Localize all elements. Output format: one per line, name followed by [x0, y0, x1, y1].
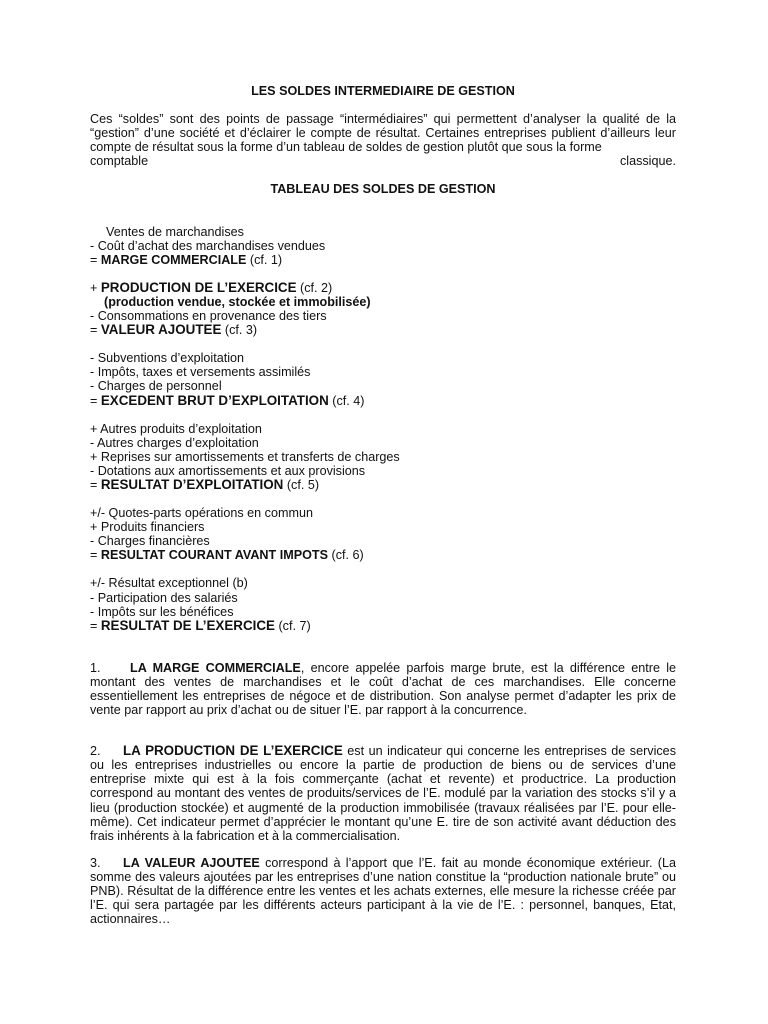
line-prefix: +: [90, 280, 101, 295]
table-line: + Reprises sur amortissements et transferts de charges: [90, 449, 400, 464]
section-marge-commerciale: [90, 661, 676, 717]
line-prefix: =: [90, 618, 101, 633]
table-total-line: [90, 619, 676, 633]
section-number: 3.: [90, 855, 101, 870]
solde-ref: (cf. 6): [328, 548, 364, 563]
table-line: (production vendue, stockée et immobilisée): [104, 294, 371, 309]
table-total-line: [90, 323, 676, 337]
group-resultat-courant: [90, 506, 676, 562]
table-line: + Produits financiers: [90, 520, 205, 535]
line-prefix: =: [90, 548, 101, 563]
table-total-line: [90, 478, 676, 492]
solde-ref: (cf. 7): [274, 618, 311, 633]
solde-label: RESULTAT DE L’EXERCICE: [100, 617, 275, 633]
solde-ref: (cf. 3): [221, 323, 258, 338]
table-line: - Impôts, taxes et versements assimilés: [90, 365, 311, 380]
group-valeur-ajoutee: [90, 281, 676, 337]
solde-label: VALEUR AJOUTEE: [100, 322, 222, 338]
line-prefix: =: [90, 252, 101, 267]
table-line: - Impôts sur les bénéfices: [90, 604, 234, 619]
solde-ref: (cf. 1): [246, 252, 283, 267]
table-line: - Dotations aux amortissements et aux provisions: [90, 463, 366, 478]
table-total-line: [90, 394, 676, 408]
section-number: 1.: [90, 660, 101, 675]
table-line: +/- Résultat exceptionnel (b): [90, 576, 248, 591]
soldes-table: [90, 225, 676, 633]
intro-last-right: classique.: [619, 154, 676, 169]
section-valeur-ajoutee: [90, 856, 676, 926]
group-resultat-exploitation: [90, 422, 676, 492]
group-marge-commerciale: [90, 225, 676, 267]
line-prefix: =: [90, 323, 101, 338]
table-line: - Coût d’achat des marchandises vendues: [90, 238, 326, 253]
section-term: LA PRODUCTION DE L’EXERCICE: [123, 743, 343, 759]
section-text: , encore appelée parfois marge brute, est la différence entre le montant des ventes de marchandises et le coût d’achat de ces marchandises. Elle concerne essentiellement les entreprises de négoce et de distribution. Son analyse permet d’adapter les prix de vente par rapport au prix d’achat ou de situer l’E. par rapport à la concurrence.: [90, 660, 676, 718]
group-ebe: [90, 351, 676, 407]
line-prefix: =: [90, 393, 101, 408]
intro-last-line: [90, 154, 676, 168]
document-page: [90, 84, 676, 926]
solde-label: EXCEDENT BRUT D’EXPLOITATION: [100, 392, 329, 408]
solde-label: MARGE COMMERCIALE: [100, 252, 247, 267]
solde-ref: (cf. 5): [283, 477, 320, 492]
solde-ref: (cf. 4): [328, 393, 365, 408]
document-title: LES SOLDES INTERMEDIAIRE DE GESTION: [251, 84, 515, 98]
table-line: - Charges de personnel: [90, 379, 222, 394]
table-total-line: [90, 253, 676, 267]
table-line: + Autres produits d’exploitation: [90, 421, 262, 436]
table-line: - Charges financières: [90, 534, 210, 549]
intro-text: Ces “soldes” sont des points de passage “intermédiaires” qui permettent d’analyser la qualité de la “gestion” d’une société et d’éclairer le compte de résultat. Certaines entreprises publient d’ailleurs leur compte de résultat sous la forme d’un tableau de soldes de gestion plutôt que sous la forme: [90, 112, 676, 155]
table-line: Ventes de marchandises: [106, 224, 244, 239]
table-line: - Participation des salariés: [90, 590, 238, 605]
table-line: - Autres charges d’exploitation: [90, 435, 259, 450]
table-title: TABLEAU DES SOLDES DE GESTION: [270, 182, 496, 197]
line-prefix: =: [90, 477, 101, 492]
solde-label: RESULTAT COURANT AVANT IMPOTS: [100, 548, 328, 563]
section-number: 2.: [90, 744, 101, 759]
intro-paragraph: [90, 112, 676, 168]
section-text: est un indicateur qui concerne les entreprises de services ou les entreprises industrielles ou encore la partie de production de biens ou de services d’une entreprise mixte qui est à la fois commerçante (achat et revente) et productrice. La production correspond au montant des ventes de produits/services de l’E. modulé par la variation des stocks s’il y a lieu (production stockée) et augmenté de la production immobilisée (travaux réalisées par l’E. pour elle-même). Cet indicateur permet d’apprécier le montant qu’une E. tire de son activité avant déduction des frais inhérents à la fabrication et à la commercialisation.: [90, 744, 676, 843]
table-total-line: [90, 281, 676, 295]
section-term: LA MARGE COMMERCIALE: [130, 660, 301, 675]
table-line: +/- Quotes-parts opérations en commun: [90, 506, 313, 521]
table-total-line: [90, 548, 676, 562]
solde-ref: (cf. 2): [296, 280, 333, 295]
group-resultat-exercice: [90, 576, 676, 632]
solde-label: PRODUCTION DE L’EXERCICE: [100, 279, 297, 295]
table-line: - Subventions d’exploitation: [90, 351, 245, 366]
section-term: LA VALEUR AJOUTEE: [123, 855, 260, 870]
table-line: - Consommations en provenance des tiers: [90, 309, 327, 324]
section-text: correspond à l’apport que l’E. fait au monde économique extérieur. (La somme des valeurs ajoutées par les entreprises d’une nation constitue la “production nationale brute” ou PNB). Résultat de la différence entre les ventes et les achats externes, elle mesure la richesse créée par l’E. qui sera partagée par les différents acteurs participant à la vie de l’E. : personnel, banques, Etat, actionnaires…: [90, 855, 676, 927]
intro-last-left: comptable: [90, 154, 149, 169]
section-production-exercice: [90, 744, 676, 843]
solde-label: RESULTAT D’EXPLOITATION: [100, 476, 284, 492]
